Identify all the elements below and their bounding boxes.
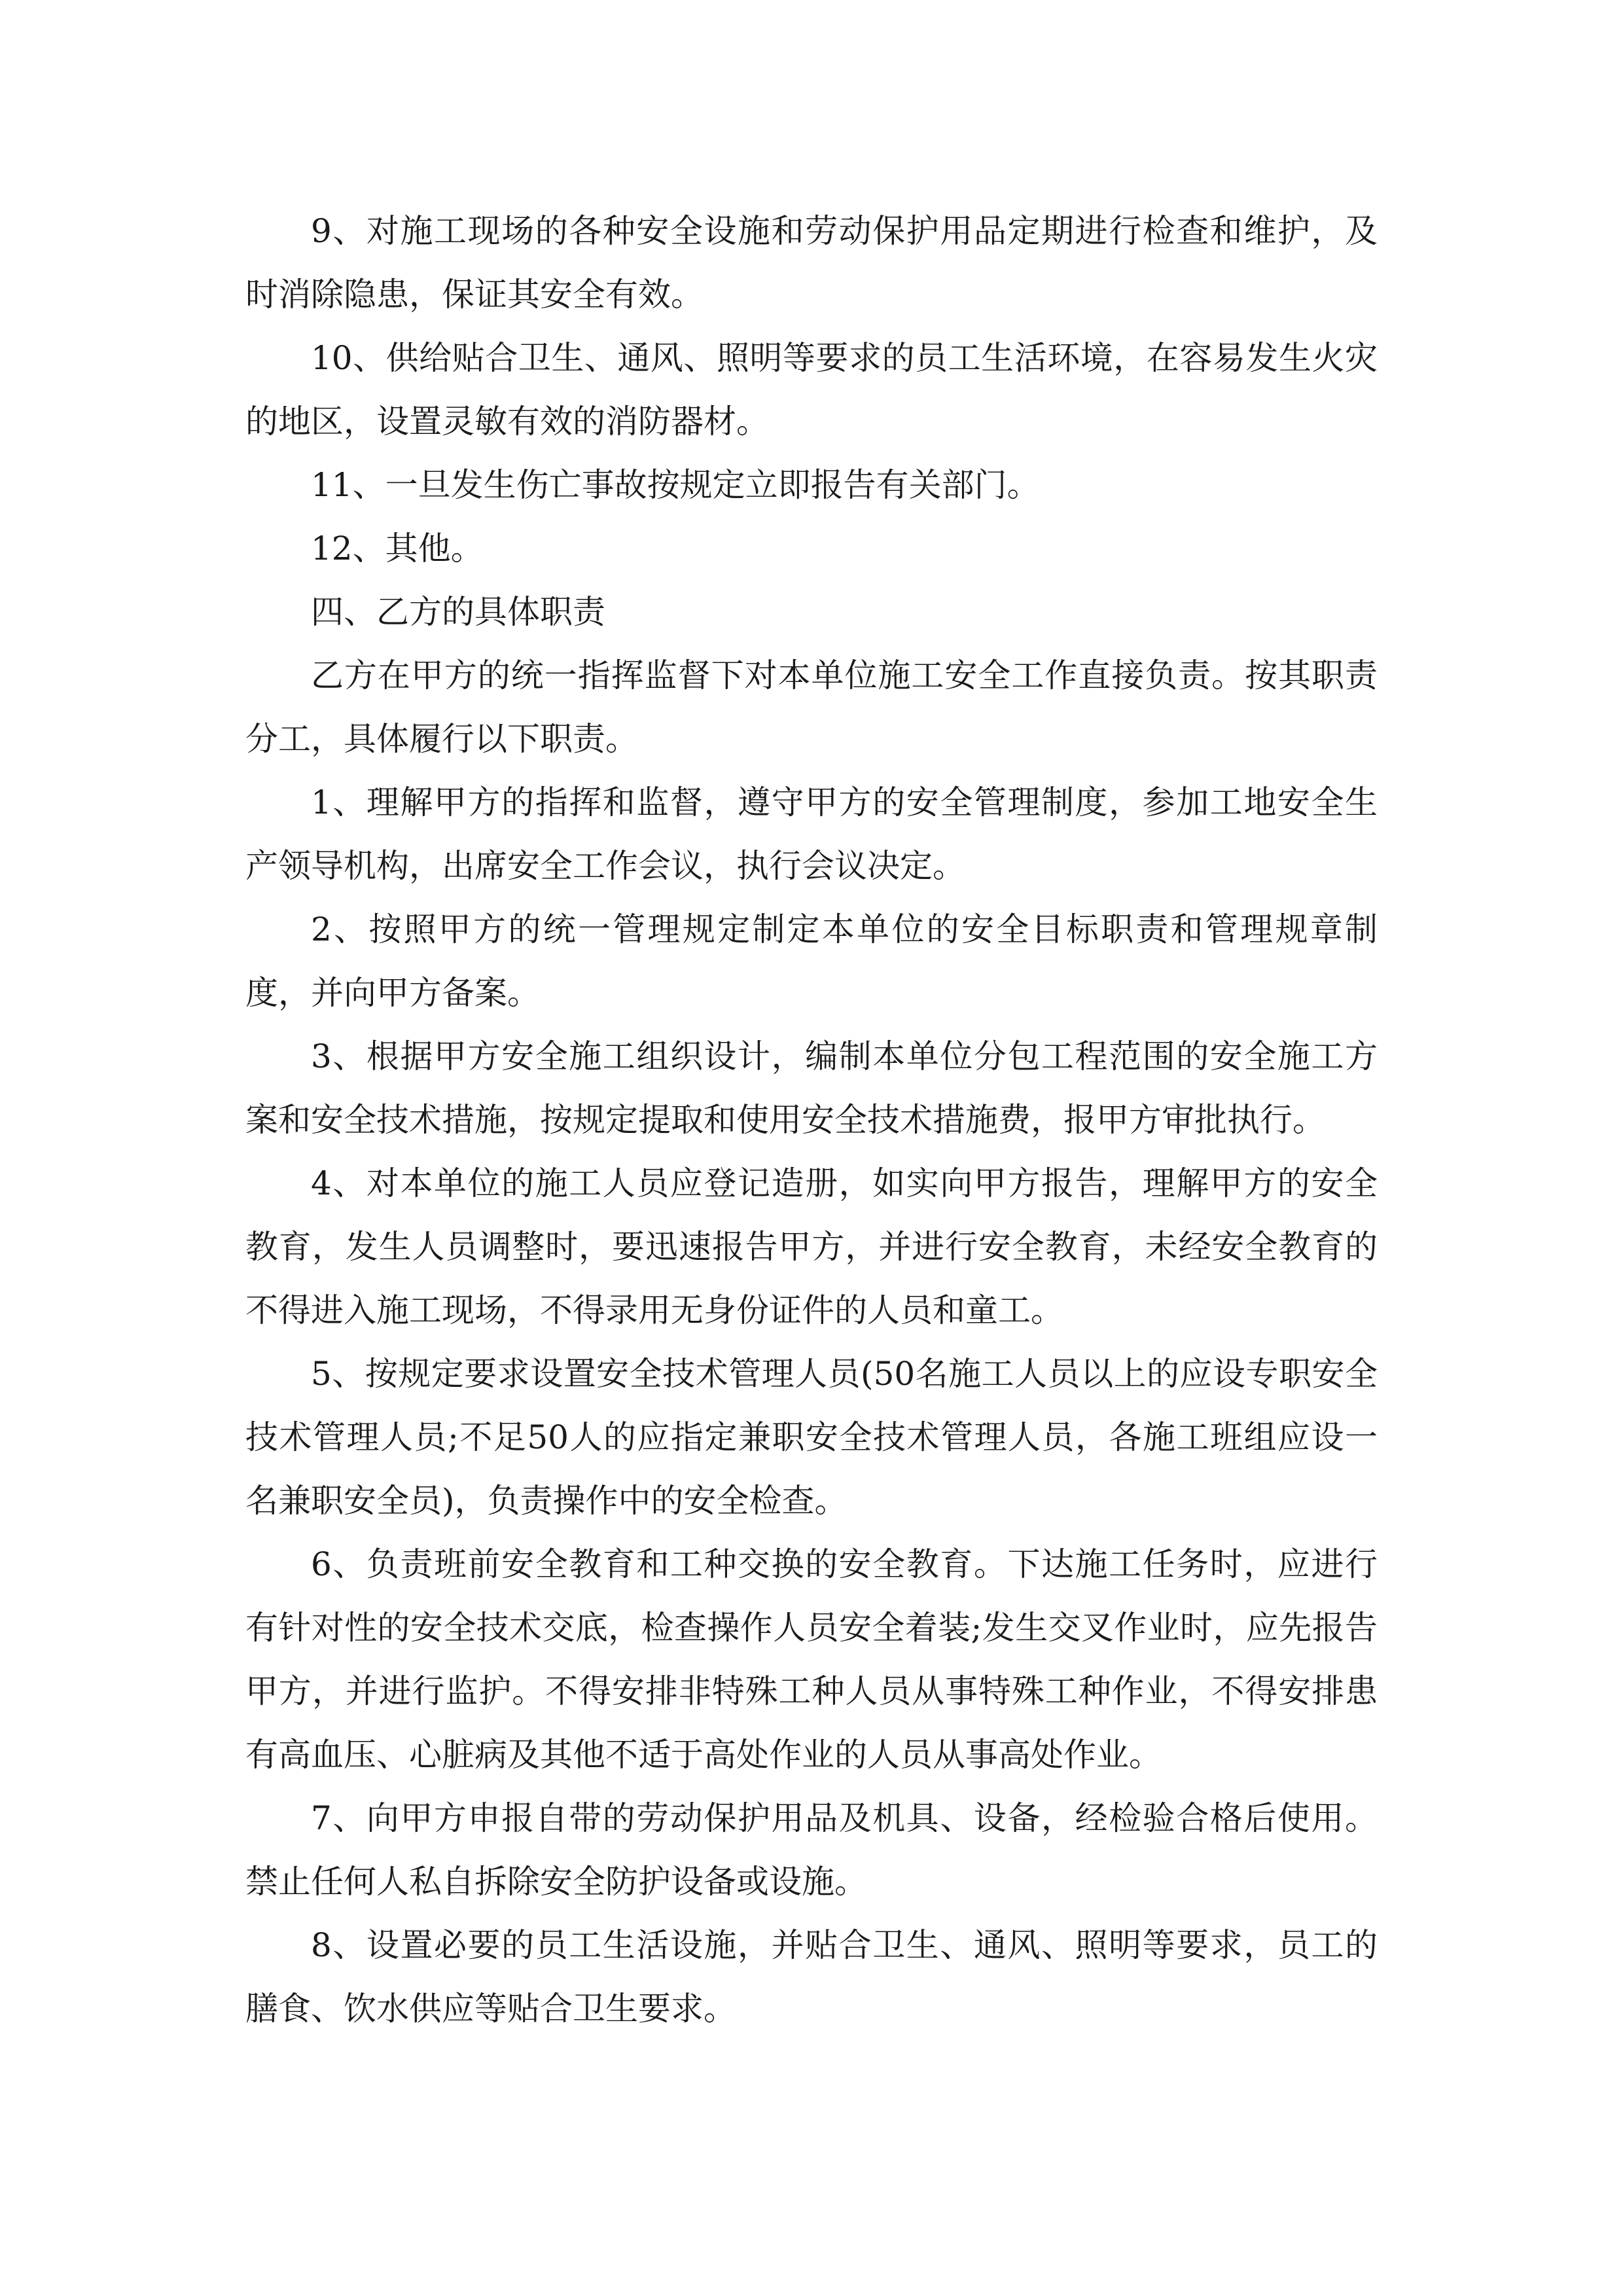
duty-item-8: 8、设置必要的员工生活设施，并贴合卫生、通风、照明等要求，员工的膳食、饮水供应等贴合卫生要求。 [245, 1926, 1378, 2028]
duty-item-2: 2、按照甲方的统一管理规定制定本单位的安全目标职责和管理规章制度，并向甲方备案。 [245, 910, 1378, 1012]
paragraph-item-12: 12、其他。 [311, 529, 484, 567]
duty-item-6: 6、负责班前安全教育和工种交换的安全教育。下达施工任务时，应进行有针对性的安全技术交底，检查操作人员安全着装;发生交叉作业时，应先报告甲方，并进行监护。不得安排非特殊工种人员从事特殊工种作业，不得安排患有高血压、心脏病及其他不适于高处作业的人员从事高处作业。 [245, 1545, 1378, 1774]
duty-item-5: 5、按规定要求设置安全技术管理人员(50名施工人员以上的应设专职安全技术管理人员;不足50人的应指定兼职安全技术管理人员，各施工班组应设一名兼职安全员)，负责操作中的安全检查。 [245, 1355, 1378, 1520]
paragraph-item-10: 10、供给贴合卫生、通风、照明等要求的员工生活环境，在容易发生火灾的地区，设置灵敏有效的消防器材。 [245, 339, 1378, 440]
document-body [245, 200, 1378, 2041]
section-heading-4: 四、乙方的具体职责 [311, 593, 605, 631]
paragraph-item-11: 11、一旦发生伤亡事故按规定立即报告有关部门。 [311, 466, 1040, 504]
duty-item-4: 4、对本单位的施工人员应登记造册，如实向甲方报告，理解甲方的安全教育，发生人员调整时，要迅速报告甲方，并进行安全教育，未经安全教育的不得进入施工现场，不得录用无身份证件的人员和童工。 [245, 1164, 1378, 1329]
duty-item-1: 1、理解甲方的指挥和监督，遵守甲方的安全管理制度，参加工地安全生产领导机构，出席安全工作会议，执行会议决定。 [245, 783, 1378, 885]
section-intro: 乙方在甲方的统一指挥监督下对本单位施工安全工作直接负责。按其职责分工，具体履行以下职责。 [245, 656, 1378, 758]
paragraph-item-9: 9、对施工现场的各种安全设施和劳动保护用品定期进行检查和维护，及时消除隐患，保证其安全有效。 [245, 212, 1378, 314]
duty-item-3: 3、根据甲方安全施工组织设计，编制本单位分包工程范围的安全施工方案和安全技术措施，按规定提取和使用安全技术措施费，报甲方审批执行。 [245, 1037, 1378, 1139]
duty-item-7: 7、向甲方申报自带的劳动保护用品及机具、设备，经检验合格后使用。禁止任何人私自拆除安全防护设备或设施。 [245, 1799, 1378, 1901]
